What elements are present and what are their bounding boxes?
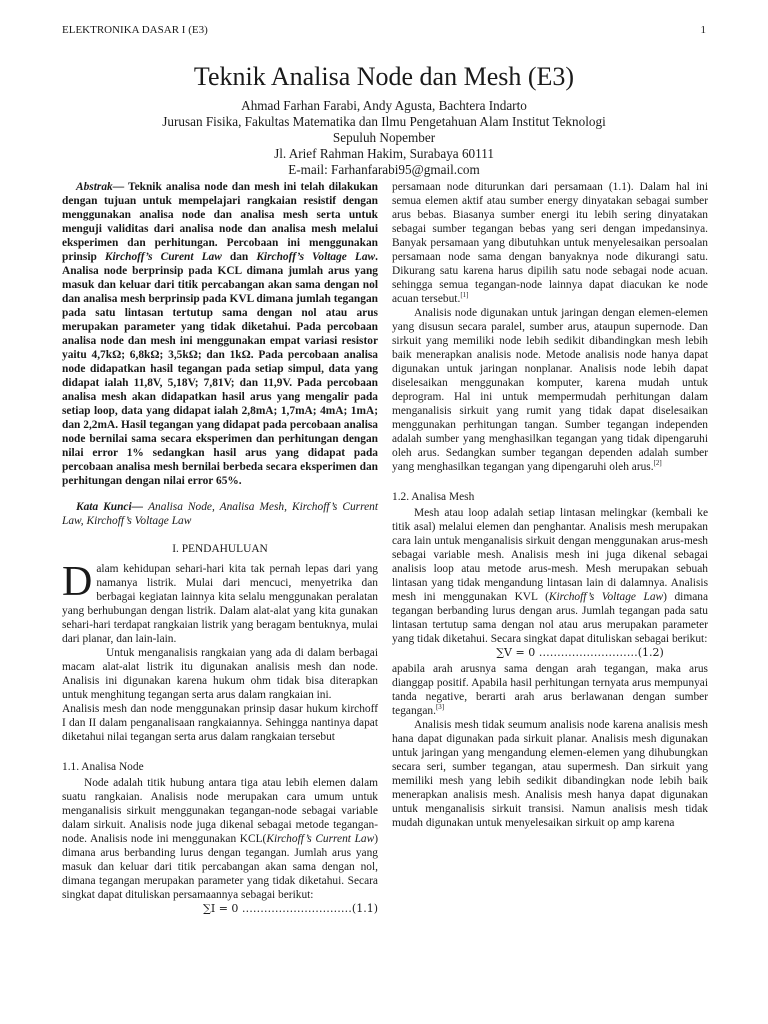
node-p1-text-a: Node adalah titik hubung antara tiga atau lebih elemen dalam suatu rangkaian. Analisis node merupakan cara umum untuk menganalisis sirkuit menggunakan tegangan-node sebagai variable dalam sirkuit. Analisis node juga dikenal sebagai metode tegangan-node. Analisis node ini menggunakan KCL(	[62, 777, 378, 845]
mesh-paragraph-3: Analisis mesh tidak seumum analisis node karena analisis mesh hana dapat digunakan pada sirkuit planar. Analisis mesh digunakan untuk jaringan yang mengandung elemen-elemen yang dihubungkan secara seri, sumber tegangan, atau supermesh. Dan sirkuit yang memiliki mesh yang lebih sedikit dibandingkan node lebih baik menerapkan analisis mesh. Analisis mesh hanya dapat digunakan untuk menganalisis sirkuit transisi. Namun analisis mesh tidak mudah digunakan untuk menyelesaikan sirkuit op amp karena	[392, 719, 708, 829]
affiliation-line-1: Jurusan Fisika, Fakultas Matematika dan Ilmu Pengetahuan Alam Institut Teknologi	[162, 114, 606, 129]
right-column	[392, 180, 708, 830]
subsection-heading-mesh: 1.2. Analisa Mesh	[392, 491, 475, 503]
node-p2-text: Analisis node digunakan untuk jaringan dengan elemen-elemen yang disusun secara paralel, sumber arus, ataupun supernode. Dan sirkuit yang memiliki node lebih sedikit dibandingkan mesh lebih baik menerapkan analisis node. Metode analisis node hanya dapat digunakan untuk jaringan nonplanar. Analisis node lebih dapat diselesaikan menggunakan komputer, karena mudah untuk deprogram. Hal ini untuk mempermudah perhitungan dalam menganalisis sirkuit yang rumit yang tidak dapat diselesaikan menggunakan perhitungan tangan. Sumber tegangan independen adalah sumber yang menghasilkan tegangan yang tidak dipengaruhi oleh arus. Sedangkan sumber tegangan dependen adalah sumber yang menghasilkan tegangan yang dipengaruhi oleh arus.	[392, 307, 708, 473]
author-block	[0, 98, 768, 178]
reference-1: [1]	[460, 291, 469, 300]
abstract-kvl: Kirchoff’s Voltage Law	[256, 251, 376, 263]
page-number: 1	[700, 24, 706, 36]
abstract-label: Abstrak	[76, 181, 113, 193]
abstract	[62, 180, 378, 488]
subsection-heading-node: 1.1. Analisa Node	[62, 761, 144, 773]
keywords-dash: —	[131, 501, 149, 513]
keywords	[62, 500, 378, 528]
abstract-dash: —	[112, 181, 129, 193]
drop-cap: D	[62, 559, 93, 605]
affiliation-line-2: Sepuluh Nopember	[332, 130, 436, 145]
abstract-kcl: Kirchoff’s Curent Law	[104, 251, 222, 263]
intro-paragraph-1	[62, 559, 378, 646]
reference-2: [2]	[653, 459, 662, 468]
intro-paragraph-2: Untuk menganalisis rangkaian yang ada di dalam berbagai macam alat-alat listrik itu digunakan analisis mesh dan node. Analisis ini digunakan karena hukum ohm tidak bisa diterapkan untuk menghitung tegangan serta arus dalam rangkaian ini.	[62, 647, 378, 701]
node-continuation-paragraph	[392, 180, 708, 306]
mesh-p1-text-b: ) dimana tegangan berbanding lurus dengan arus. Jumlah tegangan pada satu lintasan tertutup sama dengan nol atau arus merupakan parameter yang tidak diketahui. Secara singkat dapat dituliskan sebagai berikut:	[392, 591, 709, 645]
node-paragraph	[62, 776, 378, 902]
left-column	[62, 180, 378, 918]
paper-title: Teknik Analisa Node dan Mesh (E3)	[193, 62, 575, 91]
address: Jl. Arief Rahman Hakim, Surabaya 60111	[274, 146, 494, 161]
mesh-p1-kvl: Kirchoff’s Voltage Law	[548, 591, 664, 603]
keywords-text: Analisa Node, Analisa Mesh, Kirchoff’s Current Law, Kirchoff’s Voltage Law	[62, 501, 378, 527]
abstract-text-2: dan	[221, 251, 257, 263]
abstract-text-3: . Analisa node berprinsip pada KCL dimana jumlah arus yang masuk dan keluar dari titik percabangan akan sama dengan nol dan analisa mesh berprinsip pada KVL dimana jumlah tegangan pada satu lintasan tertutup sama dengan nol atau arus merupakan parameter yang tidak diketahui. Pada percobaan analisa node dan mesh ini menggunakan empat variasi resistor yaitu 4,7kΩ; 6,8kΩ; 3,5kΩ; dan 1kΩ. Pada percobaan analisa node didapatkan hasil tegangan pada setiap simpul, data yang didapat ialah 11,8V, 5,18V; 7,81V; dan 11,9V. Pada percobaan analisa mesh akan didapatkan hasil arus yang mengalir pada setiap loop, data yang didapat ialah 2,8mA; 1,7mA; 4mA; 1mA; dan 2,2mA. Hasil tegangan yang didapat pada percobaan analisa node bernilai sama secara eksperimen dan perhitungan dengan nilai error 1% sedangkan hasil arus yang didapat pada percobaan analisa mesh bernilai berbeda secara eksperimen dan perhitungan dengan nilai error 65%.	[62, 251, 379, 487]
formula-1-2: ∑V = 0 ………………………(1.2)	[496, 646, 664, 659]
mesh-paragraph-2	[392, 662, 708, 718]
mesh-p2-text: apabila arah arusnya sama dengan arah tegangan, maka arus dianggap positif. Apabila hasil perhitungan ternyata arus mempunyai tanda negative, berarti arah arus berlawanan dengan sumber tegangan.	[392, 663, 708, 717]
node-paragraph-2	[392, 306, 708, 474]
abstract-text-1: Teknik analisa node dan mesh ini telah dilakukan dengan tujuan untuk mempelajari rangkaian resistif dengan menggunakan analisa node dan analisa mesh serta untuk menguji validitas dari analisa node dan analisa mesh melalui eksperimen dan perhitungan. Percobaan ini menggunakan prinsip	[62, 181, 378, 263]
section-heading-pendahuluan: I. PENDAHULUAN	[172, 543, 268, 555]
running-title: ELEKTRONIKA DASAR I (E3)	[62, 24, 208, 36]
node-cont-text: persamaan node diturunkan dari persamaan (1.1). Dalam hal ini semua elemen aktif atau sumber energy dinyatakan sebagai sumber arus bebas. Biasanya sumber energi itu lebih sering dinyatakan sebagai sumber tegangan bebas yang seri dengan impedansinya. Banyak persamaan yang dibutuhkan untuk menyelesaikan persoalan persamaan node sama dengan banyaknya node dikurangi satu. Dikurang satu karena harus dipilih satu node sebagai node acuan. sehingga semua tegangan-node lainnya dapat diacukan ke node acuan tersebut.	[392, 181, 708, 305]
keywords-label: Kata Kunci	[76, 501, 132, 513]
page-header	[62, 24, 706, 36]
node-p1-text-b: ) dimana arus berbanding lurus dengan tegangan. Jumlah arus yang masuk dan keluar dari titik percabangan akan sama dengan nol, dimana tegangan merupakan parameter yang tidak diketahui. Secara singkat dapat dituliskan persamaannya sebagai berikut:	[62, 833, 378, 901]
author-names: Ahmad Farhan Farabi, Andy Agusta, Bachtera Indarto	[241, 98, 527, 113]
email: E-mail: Farhanfarabi95@gmail.com	[288, 162, 480, 177]
formula-1-1: ∑I = 0 …………………………(1.1)	[203, 902, 378, 915]
intro-paragraph-3: Analisis mesh dan node menggunakan prinsip dasar hukum kirchoff I dan II dalam penganalisaan rangkaiannya. Sehingga nantinya dapat diketahui nilai tegangan serta arus dalam rangkaian tersebut	[62, 703, 378, 743]
node-p1-kcl: Kirchoff’s Current Law	[266, 833, 375, 845]
intro-p1-text: alam kehidupan sehari-hari kita tak pernah lepas dari yang namanya listrik. Mulai dari mencuci, menyetrika dan berbagai kegiatan lainnya kita selalu menggunakan peralatan yang berhubungan dengan listrik. Dalam alat-alat yang kita gunakan sehari-hari terdapat rangkaian listrik yang beragam bentuknya, mulai dari planar, dan lain-lain.	[62, 563, 378, 645]
reference-3: [3]	[435, 703, 445, 712]
mesh-p1-text-a: Mesh atau loop adalah setiap lintasan melingkar (kembali ke titik asal) melalui elemen dan penghantar. Analisis mesh merupakan cara lain untuk menganalisis sirkuit dengan menggunakan arus-mesh sebagai variable mesh. Analisis mesh ini juga dikenal sebagai analisis loop atau metode arus-mesh. Mesh merupakan sebuah lintasan yang tidak mengandung lintasan lain di dalamnya. Analisis mesh ini menggunakan KVL (	[392, 507, 708, 603]
mesh-paragraph-1	[392, 506, 708, 646]
